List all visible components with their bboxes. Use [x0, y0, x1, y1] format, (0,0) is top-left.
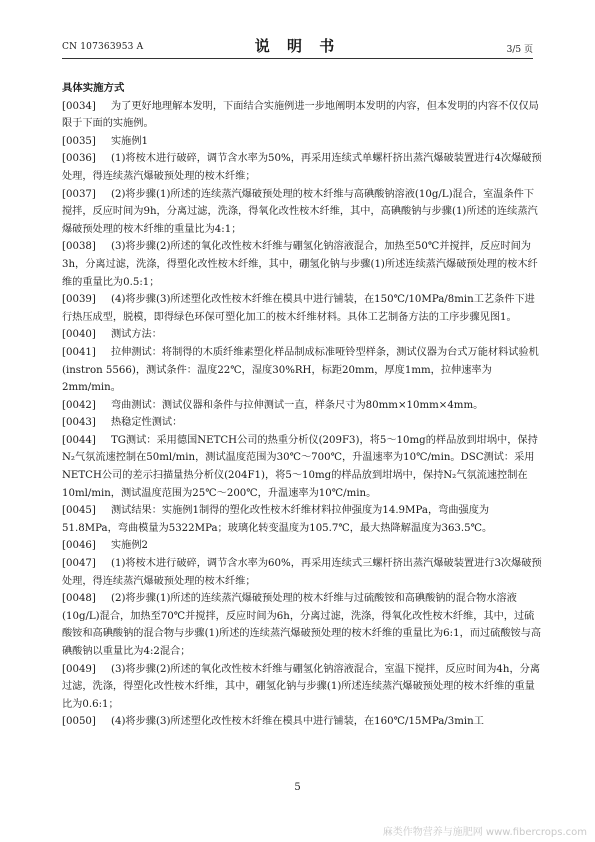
document-body	[62, 80, 543, 731]
paragraph	[62, 238, 543, 291]
paragraph	[62, 713, 543, 731]
paragraph-number: [0042]	[62, 399, 96, 411]
paragraph-number: [0036]	[62, 153, 96, 165]
paragraph	[62, 133, 543, 151]
paragraph-text: (1)将桉木进行破碎，调节含水率为50%，再采用连续式单螺杆挤出蒸汽爆破装置进行4次爆破预处理，得连续蒸汽爆破预处理的桉木纤维；	[62, 153, 542, 182]
paragraph	[62, 537, 543, 555]
page-number: 5	[294, 782, 301, 793]
paragraph	[62, 502, 543, 537]
paragraph-number: [0037]	[62, 188, 96, 200]
paragraph-text: 拉伸测试：将制得的木质纤维素塑化样品制成标准哑铃型样条，测试仪器为台式万能材料试验机(instron 5566)，测试条件：温度22℃，湿度30%RH，标距20mm，厚度1mm，拉伸速率为2mm/min。	[62, 346, 539, 394]
paragraph-text: 测试方法：	[111, 329, 162, 341]
paragraph	[62, 291, 543, 326]
paragraph	[62, 661, 543, 714]
paragraph	[62, 98, 543, 133]
paragraph-text: (1)将桉木进行破碎，调节含水率为60%，再采用连续式三螺杆挤出蒸汽爆破装置进行3次爆破预处理，得连续蒸汽爆破预处理的桉木纤维；	[62, 558, 542, 587]
page-header	[62, 34, 533, 56]
paragraph-number: [0048]	[62, 593, 96, 605]
paragraph-number: [0049]	[62, 663, 96, 675]
paragraph-text: 测试结果：实施例1制得的塑化改性桉木纤维材料拉伸强度为14.9MPa，弯曲强度为51.8MPa，弯曲模量为5322MPa；玻璃化转变温度为105.7℃，最大热降解温度为363.5℃。	[62, 505, 493, 534]
patent-number: CN 107363953 A	[62, 42, 144, 52]
paragraph	[62, 590, 543, 660]
header-divider	[62, 58, 533, 59]
paragraph-text: 为了更好地理解本发明，下面结合实施例进一步地阐明本发明的内容，但本发明的内容不仅仅局限于下面的实施例。	[62, 100, 539, 130]
paragraph	[62, 555, 543, 590]
paragraph-text: (3)将步骤(2)所述的氧化改性桉木纤维与硼氢化钠溶液混合，加热至50℃并搅拌，反应时间为3h，分离过滤，洗涤，得塑化改性桉木纤维，其中，硼氢化钠与步骤(1)所述连续蒸汽爆破预处理的桉木纤维的重量比为0.5:1；	[62, 241, 538, 288]
paragraph	[62, 414, 543, 432]
paragraph-number: [0047]	[62, 558, 96, 570]
paragraph-text: (2)将步骤(1)所述的连续蒸汽爆破预处理的桉木纤维与高碘酸钠溶液(10g/L)混合，室温条件下搅拌，反应时间为9h，分离过滤，洗涤，得氧化改性桉木纤维，其中，高碘酸钠与步骤(1)所述的连续蒸汽爆破预处理的桉木纤维的重量比为4:1；	[62, 188, 538, 235]
paragraph	[62, 397, 543, 415]
paragraph	[62, 326, 543, 344]
paragraph-number: [0035]	[62, 135, 96, 147]
paragraph-number: [0041]	[62, 346, 96, 358]
section-heading: 具体实施方式	[62, 82, 125, 94]
page-indicator: 3/5 页	[506, 45, 533, 55]
paragraph	[62, 150, 543, 185]
paragraph-number: [0043]	[62, 417, 96, 429]
paragraph-number: [0044]	[62, 434, 96, 446]
paragraph-text: (4)将步骤(3)所述塑化改性桉木纤维在模具中进行铺装，在160℃/15MPa/3min工	[111, 716, 484, 728]
paragraph-number: [0034]	[62, 100, 96, 112]
paragraph-text: 热稳定性测试：	[111, 417, 183, 429]
paragraph	[62, 432, 543, 502]
paragraph-text: (2)将步骤(1)所述的连续蒸汽爆破预处理的桉木纤维与过硫酸铵和高碘酸钠的混合物水溶液(10g/L)混合，加热至70℃并搅拌，反应时间为6h，分离过滤，洗涤，得氧化改性桉木纤维，其中，过硫酸铵和高碘酸钠的混合物与步骤(1)所述的连续蒸汽爆破预处理的桉木纤维的重量比为6:1，而过硫酸铵与高碘酸钠以重量比为4:2混合；	[62, 593, 542, 657]
paragraph-text: 弯曲测试：测试仪器和条件与拉伸测试一直，样条尺寸为80mm×10mm×4mm。	[111, 399, 484, 411]
document-title: 说 明 书	[254, 37, 341, 55]
watermark-text: 麻类作物营养与施肥网 www.fibercrops.com	[382, 827, 587, 838]
paragraph-text: 实施例1	[111, 135, 149, 147]
paragraph-text: TG测试：采用德国NETCH公司的热重分析仪(209F3)，将5～10mg的样品放到坩埚中，保持N₂气氛流速控制在50ml/min，测试温度范围为30℃～700℃，升温速率为10℃/min。DSC测试：采用NETCH公司的差示扫描量热分析仪(204F1)，将5～10mg的样品放到坩埚中，保持N₂气氛流速控制在10ml/min，测试温度范围为25℃～200℃，升温速率为10℃/min。	[62, 434, 538, 499]
paragraph-text: 实施例2	[111, 540, 149, 552]
paragraph-text: (3)将步骤(2)所述的氧化改性桉木纤维与硼氢化钠溶液混合，室温下搅拌，反应时间为4h，分离过滤，洗涤，得塑化改性桉木纤维，其中，硼氢化钠与步骤(1)所述连续蒸汽爆破预处理的桉木纤维的重量比为0.6:1；	[62, 663, 541, 710]
paragraph-number: [0039]	[62, 294, 96, 306]
paragraph-number: [0038]	[62, 241, 96, 253]
paragraph-number: [0045]	[62, 505, 96, 517]
paragraph-text: (4)将步骤(3)所述塑化改性桉木纤维在模具中进行铺装，在150℃/10MPa/8min工艺条件下进行热压成型，脱模，即得绿色环保可塑化加工的桉木纤维材料。具体工艺制备方法的工序步骤见图1。	[62, 294, 535, 323]
paragraph-number: [0050]	[62, 716, 96, 728]
paragraph-number: [0040]	[62, 329, 96, 341]
paragraph	[62, 344, 543, 397]
paragraph	[62, 186, 543, 239]
paragraph-list	[62, 98, 543, 731]
paragraph-number: [0046]	[62, 540, 96, 552]
